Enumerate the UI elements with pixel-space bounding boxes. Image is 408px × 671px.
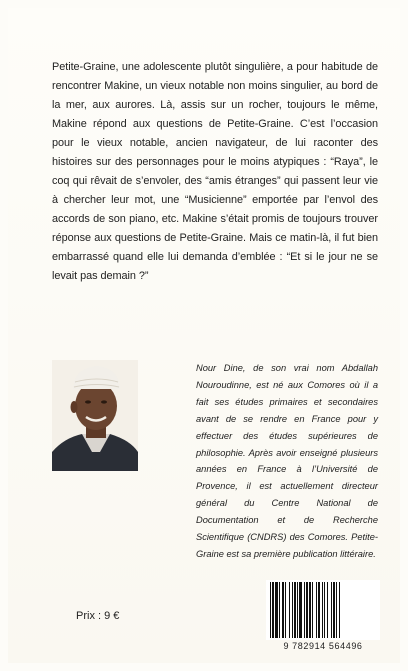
book-price: Prix : 9 € (76, 610, 120, 622)
isbn-number: 9 782914 564496 (283, 641, 363, 651)
ean13-barcode-icon (266, 580, 380, 640)
barcode (266, 580, 380, 640)
author-biography: Nour Dine, de son vrai nom Abdallah Nouroudinne, est né aux Comores où il a fait ses études primaires et secondaires avant de se rendre en France pour y effectuer des études supérieures de philosophie. Après avoir enseigné plusieurs années en France à l’Université de Provence, il est actuellement directeur général du Centre National de Documentation et de Recherche Scientifique (CNDRS) des Comores. Petite-Graine est sa première publication littéraire. (196, 363, 378, 559)
book-summary: Petite-Graine, une adolescente plutôt singulière, a pour habitude de rencontrer Makine, un vieux notable non moins singulier, au bord de la mer, aux aurores. Là, assis sur un rocher, toujours le même, Makine répond aux questions de Petite-Graine. C’est l’occasion pour le vieux notable, ancien navigateur, de lui raconter des histoires sur des personnages pour le moins atypiques : “Raya”, le coq qui rêvait de s’envoler, des “amis étranges” qui passent leur vie à chercher leur mot, une “Musicienne” emportée par l’envol des accords de son piano, etc. Makine s’était promis de toujours trouver réponse aux questions de Petite-Graine. Mais ce matin-là, il fut bien embarrassé quand elle lui demanda d’emblée : “Et si le jour ne se levait pas demain ?” (52, 61, 378, 282)
author-photo (52, 360, 138, 471)
author-portrait-icon (52, 360, 138, 471)
back-cover (8, 8, 400, 663)
